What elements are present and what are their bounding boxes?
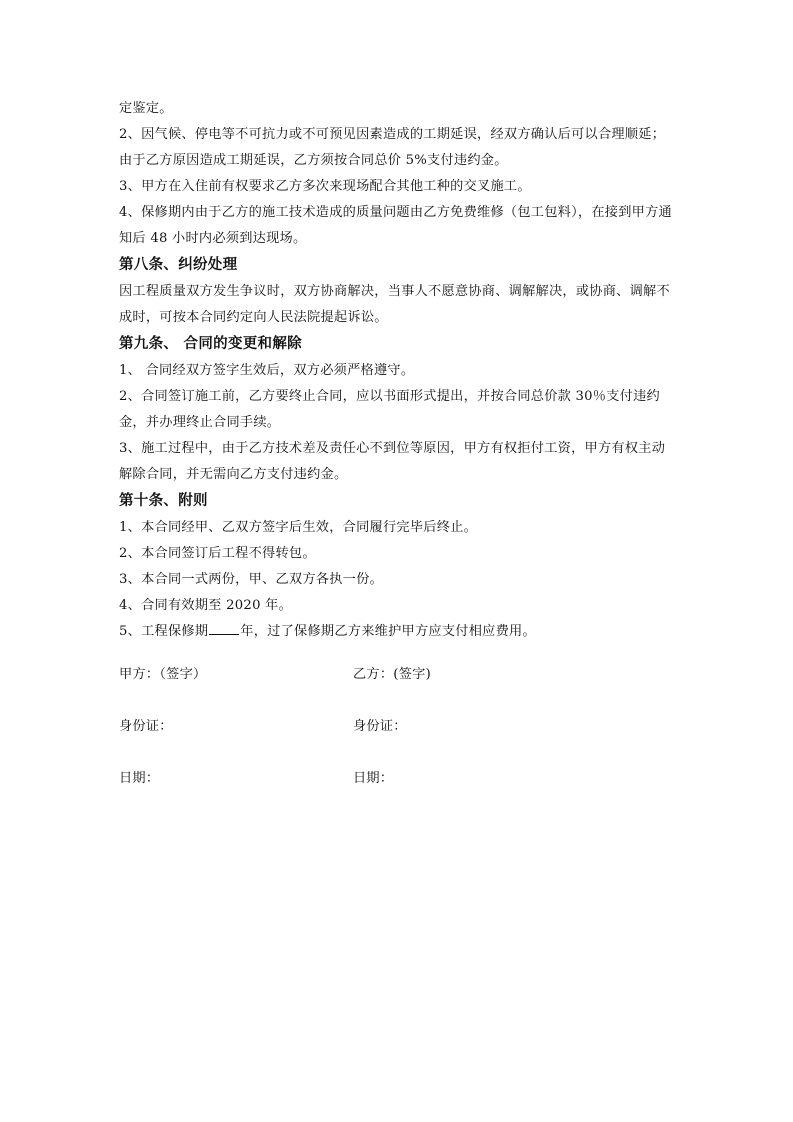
warranty-suffix: 年，过了保修期乙方来维护甲方应支付相应费用。 (240, 624, 536, 639)
paragraph: 4、保修期内由于乙方的施工技术造成的质量问题由乙方免费维修（包工包料），在接到甲方通知后 48 小时内必须到达现场。 (119, 205, 672, 246)
paragraph: 3、甲方在入住前有权要求乙方多次来现场配合其他工种的交叉施工。 (119, 179, 531, 194)
paragraph: 1、本合同经甲、乙双方签字后生效，合同履行完毕后终止。 (119, 520, 478, 535)
party-a-id-label: 身份证： (119, 719, 173, 734)
contract-body (119, 96, 675, 645)
section-heading-9: 第九条、 合同的变更和解除 (119, 336, 302, 352)
blank-underline (209, 620, 239, 635)
paragraph-warranty (119, 619, 675, 645)
paragraph: 3、施工过程中，由于乙方技术差及责任心不到位等原因，甲方有权拒付工资，甲方有权主动解除合同，并无需向乙方支付违约金。 (119, 441, 666, 482)
party-a-date-label: 日期： (119, 771, 160, 786)
paragraph: 3、本合同一式两份，甲、乙双方各执一份。 (119, 572, 383, 587)
paragraph: 2、本合同签订后工程不得转包。 (119, 546, 316, 561)
paragraph: 1、 合同经双方签字生效后，双方必须严格遵守。 (119, 363, 415, 378)
paragraph: 因工程质量双方发生争议时，双方协商解决，当事人不愿意协商、调解解决，或协商、调解不成时，可按本合同约定向人民法院提起诉讼。 (119, 284, 670, 325)
section-heading-8: 第八条、纠纷处理 (119, 257, 238, 273)
paragraph: 2、因气候、停电等不可抗力或不可预见因素造成的工期延误，经双方确认后可以合理顺延；由于乙方原因造成工期延误，乙方须按合同总价 5%支付违约金。 (119, 127, 666, 168)
paragraph: 4、合同有效期至 2020 年。 (119, 598, 293, 613)
signature-row (119, 662, 679, 714)
section-heading-10: 第十条、附则 (119, 493, 208, 509)
warranty-prefix: 5、工程保修期 (119, 624, 209, 639)
signature-block (119, 662, 679, 818)
paragraph: 定鉴定。 (119, 101, 173, 116)
paragraph: 2、合同签订施工前，乙方要终止合同，应以书面形式提出，并按合同总价款 30％支付违约金，并办理终止合同手续。 (119, 389, 660, 430)
party-a-signature-label: 甲方：（签字） (119, 667, 207, 682)
party-b-signature-label: 乙方：(签字) (353, 667, 431, 682)
date-row (119, 766, 679, 818)
party-b-id-label: 身份证： (353, 719, 407, 734)
id-row (119, 714, 679, 766)
party-b-date-label: 日期： (353, 771, 394, 786)
